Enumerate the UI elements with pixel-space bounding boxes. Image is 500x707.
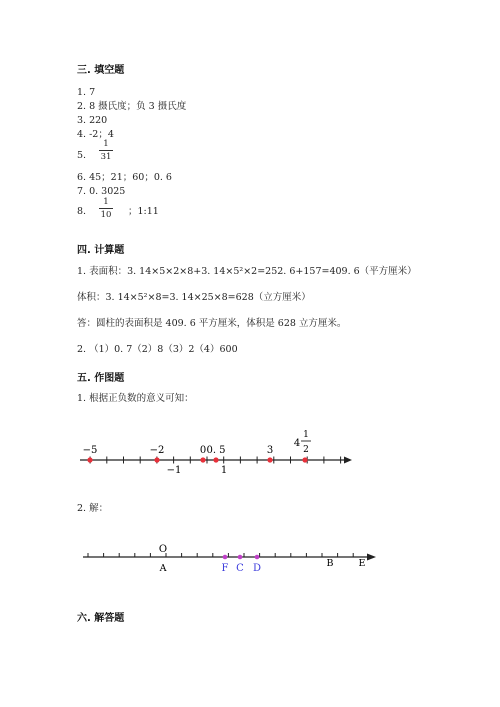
point-label: D [252,563,262,574]
mixed-number-numerator: 1 [303,430,309,440]
answer-line: 6. 45；21；60；0. 6 [77,172,172,183]
fraction-numerator: 1 [103,197,109,207]
answer-line: 1. 表面积：3. 14×5×2×8+3. 14×5²×2=252. 6+157=409. 6（平方厘米） [77,266,417,277]
answer-line-label: 5. [77,150,87,161]
answer-line: 1. 根据正负数的意义可知： [77,393,194,404]
tick-label: −2 [149,445,165,456]
origin-label: O [158,544,168,555]
answer-line: 体积：3. 14×5²×8=3. 14×25×8=628（立方厘米） [77,292,311,303]
tick-label: −1 [166,465,182,476]
section-title-fill-blank: 三. 填空题 [77,65,125,76]
tick-label: 1 [220,465,228,476]
fraction-numerator: 1 [103,139,109,149]
answer-line: 3. 220 [77,115,108,126]
point-label: A [159,563,167,574]
marked-point [267,457,272,462]
arrow-head [367,554,376,561]
marked-point [238,555,243,560]
marked-point [213,457,218,462]
tick-label: −5 [82,445,98,456]
section-title-drawing: 五. 作图题 [77,373,125,384]
marked-point [223,555,228,560]
tick-label: 3 [266,445,274,456]
point-label: C [236,563,244,574]
answer-line: ；1:11 [128,206,159,217]
fraction-denominator: 31 [100,152,112,162]
marked-point [154,457,159,462]
point-label: E [358,558,366,569]
answer-line-label: 8. [77,206,87,217]
point-label: B [326,558,334,569]
fraction-denominator: 10 [100,210,112,220]
mixed-number-whole: 4 [293,438,301,449]
answer-line: 7. 0. 3025 [77,186,126,197]
section-title-word-problems: 六. 解答题 [77,613,125,624]
answer-line: 4. -2；4 [77,129,114,140]
mixed-number-denominator: 2 [303,445,309,455]
marked-point [255,555,260,560]
answer-line: 2. （1）0. 7（2）8（3）2（4）600 [77,344,238,355]
marked-point [200,457,205,462]
answer-line: 2. 解： [77,503,109,514]
tick-label: 0 [199,445,207,456]
section-title-calculation: 四. 计算题 [77,245,125,256]
marked-point [302,457,307,462]
answer-line: 1. 7 [77,87,96,98]
arrow-head [344,457,352,464]
marked-point [87,457,92,462]
answer-line: 答：圆柱的表面积是 409. 6 平方厘米，体积是 628 立方厘米。 [77,318,347,329]
answer-line: 2. 8 摄氏度；负 3 摄氏度 [77,101,187,112]
tick-label: 0. 5 [206,445,226,456]
point-label: F [221,563,229,574]
